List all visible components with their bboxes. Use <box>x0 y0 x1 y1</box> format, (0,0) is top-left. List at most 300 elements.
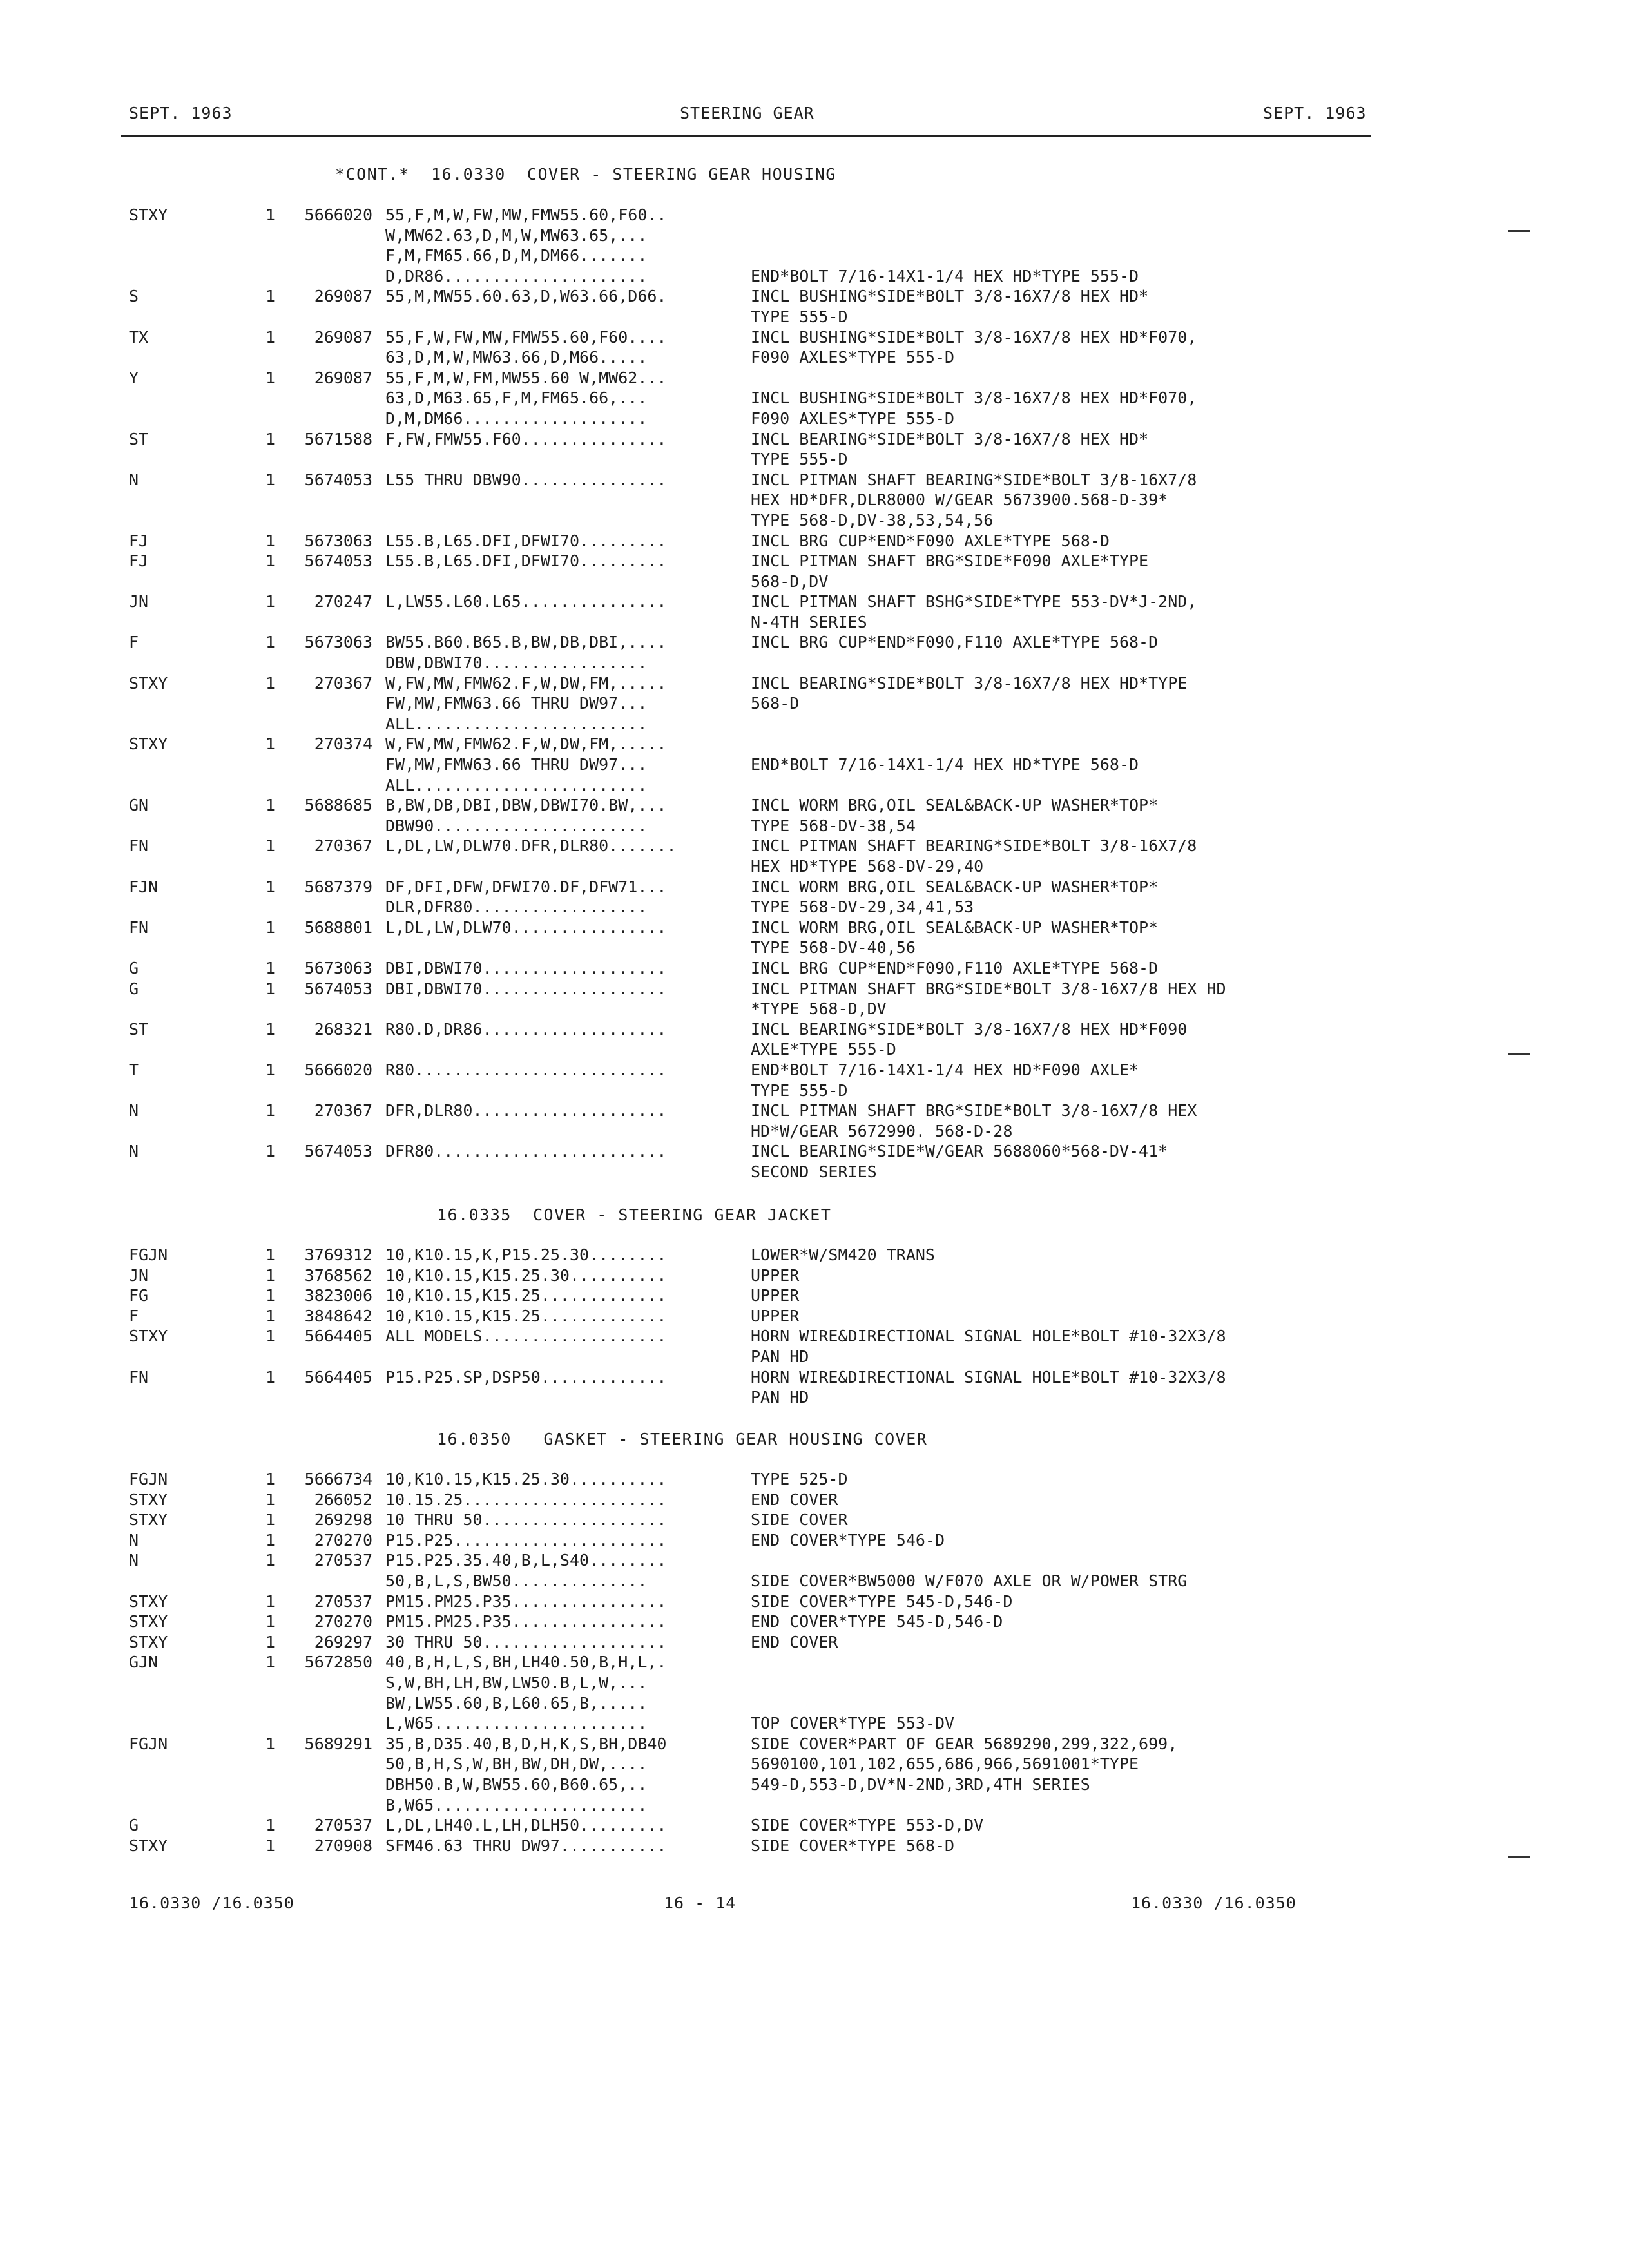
parts-row <box>0 999 1629 1019</box>
model-application: FW,MW,FMW63.66 THRU DW97... <box>385 694 648 713</box>
model-code: STXY <box>129 1836 168 1855</box>
model-code: F <box>129 1306 139 1325</box>
quantity: 1 <box>265 1632 276 1651</box>
quantity: 1 <box>265 1286 276 1305</box>
quantity: 1 <box>265 1306 276 1325</box>
parts-row <box>0 1039 1629 1060</box>
part-description: END COVER*TYPE 545-D,546-D <box>751 1612 1003 1631</box>
model-application: S,W,BH,LH,BW,LW50.B,L,W,... <box>385 1673 648 1692</box>
model-application: DBI,DBWI70................... <box>385 958 667 977</box>
quantity: 1 <box>265 470 276 489</box>
parts-row <box>0 1774 1629 1795</box>
model-application: 40,B,H,L,S,BH,LH40.50,B,H,L,. <box>385 1653 667 1672</box>
part-number: 270908 <box>314 1836 372 1855</box>
model-application: B,W65...................... <box>385 1795 648 1814</box>
parts-row <box>0 1100 1629 1121</box>
parts-row <box>0 734 1629 754</box>
quantity: 1 <box>265 836 276 856</box>
model-application: PM15.PM25.P35................ <box>385 1612 667 1631</box>
part-description: *TYPE 568-D,DV <box>751 999 887 1019</box>
parts-row <box>0 266 1629 287</box>
part-description: 568-D <box>751 694 800 713</box>
model-code: FJ <box>129 552 149 571</box>
quantity: 1 <box>265 1142 276 1161</box>
model-code: N <box>129 1101 139 1120</box>
model-application: BW,LW55.60,B,L60.65,B,..... <box>385 1693 648 1713</box>
model-code: G <box>129 979 139 998</box>
parts-row <box>0 1550 1629 1571</box>
parts-row <box>0 897 1629 918</box>
quantity: 1 <box>265 1591 276 1611</box>
model-code: N <box>129 1142 139 1161</box>
model-application: 55,F,W,FW,MW,FMW55.60,F60.... <box>385 327 667 347</box>
model-application: ALL........................ <box>385 775 648 794</box>
quantity: 1 <box>265 1816 276 1835</box>
part-description: INCL PITMAN SHAFT BSHG*SIDE*TYPE 553-DV*J-2ND, <box>751 592 1197 611</box>
parts-row <box>0 388 1629 408</box>
parts-row <box>0 937 1629 958</box>
quantity: 1 <box>265 1060 276 1079</box>
header-date-right: SEPT. 1963 <box>1263 104 1367 122</box>
model-code: JN <box>129 592 149 611</box>
model-application: 55,F,M,W,FW,MW,FMW55.60,F60.. <box>385 206 667 224</box>
footer-left: 16.0330 /16.0350 <box>129 1894 294 1912</box>
parts-row <box>0 572 1629 592</box>
model-application: R80.......................... <box>385 1060 667 1079</box>
section-16-0350 <box>0 1469 1629 1856</box>
part-description: END*BOLT 7/16-14X1-1/4 HEX HD*TYPE 568-D <box>751 755 1139 774</box>
part-number: 5674053 <box>304 1142 372 1161</box>
part-description: INCL PITMAN SHAFT BRG*SIDE*BOLT 3/8-16X7/8 HEX <box>751 1101 1197 1120</box>
part-number: 5672850 <box>304 1653 372 1672</box>
part-number: 269298 <box>314 1510 372 1530</box>
margin-mark <box>1508 1856 1530 1858</box>
parts-row <box>0 632 1629 653</box>
part-description: INCL WORM BRG,OIL SEAL&BACK-UP WASHER*TOP* <box>751 918 1159 937</box>
part-number: 266052 <box>314 1490 372 1509</box>
part-number: 270270 <box>314 1612 372 1631</box>
model-application: W,FW,MW,FMW62.F,W,DW,FM,..... <box>385 673 667 693</box>
part-number: 5689291 <box>304 1734 372 1753</box>
parts-row <box>0 877 1629 898</box>
footer-right: 16.0330 /16.0350 <box>1131 1894 1296 1912</box>
model-code: FN <box>129 918 149 937</box>
section-16-0330 <box>0 205 1629 1182</box>
parts-row <box>0 490 1629 510</box>
model-application: 50,B,L,S,BW50.............. <box>385 1571 648 1590</box>
part-description: SECOND SERIES <box>751 1162 877 1181</box>
model-application: R80.D,DR86................... <box>385 1019 667 1039</box>
parts-row <box>0 205 1629 226</box>
model-application: 50,B,H,S,W,BH,BW,DH,DW,.... <box>385 1754 648 1774</box>
model-application: L55 THRU DBW90............... <box>385 470 667 489</box>
model-code: S <box>129 287 139 306</box>
quantity: 1 <box>265 1265 276 1285</box>
part-description: INCL BEARING*SIDE*BOLT 3/8-16X7/8 HEX HD*TYPE <box>751 673 1188 693</box>
part-description: END COVER*TYPE 546-D <box>751 1530 945 1550</box>
part-description: INCL BRG CUP*END*F090,F110 AXLE*TYPE 568-D <box>751 633 1159 652</box>
parts-row <box>0 775 1629 796</box>
model-application: DFR80........................ <box>385 1142 667 1161</box>
part-description: AXLE*TYPE 555-D <box>751 1040 896 1059</box>
quantity: 1 <box>265 1101 276 1120</box>
model-code: GN <box>129 796 149 815</box>
parts-row <box>0 245 1629 266</box>
part-number: 269087 <box>314 368 372 387</box>
part-description: TYPE 568-D,DV-38,53,54,56 <box>751 510 994 530</box>
quantity: 1 <box>265 1612 276 1631</box>
part-number: 270537 <box>314 1591 372 1611</box>
model-application: 63,D,M63.65,F,M,FM65.66,... <box>385 389 648 408</box>
part-description: SIDE COVER*BW5000 W/F070 AXLE OR W/POWER STRG <box>751 1571 1188 1590</box>
model-application: W,MW62.63,D,M,W,MW63.65,... <box>385 226 648 245</box>
parts-row <box>0 918 1629 938</box>
model-code: FN <box>129 1367 149 1387</box>
parts-row <box>0 693 1629 714</box>
part-description: INCL WORM BRG,OIL SEAL&BACK-UP WASHER*TOP* <box>751 796 1159 815</box>
part-description: TYPE 555-D <box>751 1081 848 1100</box>
model-application: 55,F,M,W,FM,MW55.60 W,MW62... <box>385 368 667 387</box>
model-application: 10,K10.15,K15.25............. <box>385 1286 667 1305</box>
parts-row <box>0 1815 1629 1836</box>
model-application: L,DL,LW,DLW70................ <box>385 918 667 937</box>
model-application: DFR,DLR80.................... <box>385 1101 667 1120</box>
quantity: 1 <box>265 1551 276 1570</box>
part-number: 270367 <box>314 1101 372 1120</box>
model-code: STXY <box>129 673 168 693</box>
parts-row <box>0 1387 1629 1408</box>
model-code: TX <box>129 327 149 347</box>
model-application: DF,DFI,DFW,DFWI70.DF,DFW71... <box>385 877 667 896</box>
part-description: INCL BUSHING*SIDE*BOLT 3/8-16X7/8 HEX HD* <box>751 287 1149 306</box>
model-code: ST <box>129 1019 149 1039</box>
part-number: 5666734 <box>304 1470 372 1488</box>
part-description: HEX HD*TYPE 568-DV-29,40 <box>751 857 984 876</box>
part-description: INCL PITMAN SHAFT BRG*SIDE*BOLT 3/8-16X7/8 HEX HD <box>751 979 1226 998</box>
part-description: END COVER <box>751 1490 838 1509</box>
parts-row <box>0 754 1629 775</box>
parts-row <box>0 1326 1629 1347</box>
margin-mark <box>1508 1053 1530 1055</box>
parts-row <box>0 510 1629 531</box>
parts-row <box>0 1571 1629 1591</box>
parts-row <box>0 1530 1629 1551</box>
part-description: INCL BRG CUP*END*F090,F110 AXLE*TYPE 568-D <box>751 958 1159 977</box>
model-application: 63,D,M,W,MW63.66,D,M66..... <box>385 348 648 367</box>
model-application: 10,K10.15,K,P15.25.30........ <box>385 1245 667 1264</box>
part-description: PAN HD <box>751 1388 809 1407</box>
part-description: 568-D,DV <box>751 572 829 591</box>
part-description: LOWER*W/SM420 TRANS <box>751 1245 935 1264</box>
model-code: N <box>129 1551 139 1570</box>
part-description: PAN HD <box>751 1347 809 1366</box>
header-title: STEERING GEAR <box>680 104 815 122</box>
part-description: 549-D,553-D,DV*N-2ND,3RD,4TH SERIES <box>751 1774 1090 1794</box>
part-description: SIDE COVER <box>751 1510 848 1530</box>
model-code: STXY <box>129 1327 168 1346</box>
parts-row <box>0 1795 1629 1816</box>
model-application: P15.P25.SP,DSP50............. <box>385 1367 667 1387</box>
part-number: 268321 <box>314 1019 372 1039</box>
parts-row <box>0 1265 1629 1286</box>
model-application: P15.P25...................... <box>385 1530 667 1550</box>
part-description: SIDE COVER*TYPE 568-D <box>751 1836 955 1855</box>
part-number: 5687379 <box>304 877 372 896</box>
part-description: UPPER <box>751 1306 800 1325</box>
part-number: 3823006 <box>304 1286 372 1305</box>
quantity: 1 <box>265 1530 276 1550</box>
part-number: 5666020 <box>304 1060 372 1079</box>
model-application: 10,K10.15,K15.25.30.......... <box>385 1470 667 1488</box>
part-number: 269297 <box>314 1632 372 1651</box>
model-code: G <box>129 1816 139 1835</box>
model-application: DBW90...................... <box>385 816 648 835</box>
model-application: DLR,DFR80.................. <box>385 898 648 917</box>
parts-row <box>0 1754 1629 1774</box>
model-code: FGJN <box>129 1734 168 1753</box>
model-application: DBW,DBWI70................. <box>385 653 648 673</box>
part-description: HD*W/GEAR 5672990. 568-D-28 <box>751 1121 1013 1140</box>
part-number: 5664405 <box>304 1367 372 1387</box>
model-application: L,LW55.L60.L65............... <box>385 592 667 611</box>
parts-row <box>0 591 1629 612</box>
parts-row <box>0 347 1629 368</box>
part-number: 270367 <box>314 836 372 856</box>
model-application: L,DL,LW,DLW70.DFR,DLR80....... <box>385 836 677 856</box>
quantity: 1 <box>265 327 276 347</box>
part-description: TYPE 568-DV-38,54 <box>751 816 916 835</box>
part-description: INCL BUSHING*SIDE*BOLT 3/8-16X7/8 HEX HD*F070, <box>751 389 1197 408</box>
model-code: STXY <box>129 1591 168 1611</box>
model-code: STXY <box>129 206 168 224</box>
parts-row <box>0 1121 1629 1142</box>
parts-row <box>0 1510 1629 1530</box>
part-description: END COVER <box>751 1632 838 1651</box>
quantity: 1 <box>265 1510 276 1530</box>
part-number: 269087 <box>314 327 372 347</box>
part-description: F090 AXLES*TYPE 555-D <box>751 348 955 367</box>
part-number: 270367 <box>314 673 372 693</box>
part-description: UPPER <box>751 1265 800 1285</box>
part-number: 5674053 <box>304 552 372 571</box>
model-code: STXY <box>129 1510 168 1530</box>
parts-row <box>0 327 1629 348</box>
model-application: FW,MW,FMW63.66 THRU DW97... <box>385 755 648 774</box>
quantity: 1 <box>265 1490 276 1509</box>
quantity: 1 <box>265 918 276 937</box>
parts-row <box>0 673 1629 694</box>
section-16-0335 <box>0 1245 1629 1408</box>
parts-row <box>0 470 1629 490</box>
parts-row <box>0 653 1629 673</box>
part-description: TYPE 525-D <box>751 1470 848 1488</box>
part-description: END*BOLT 7/16-14X1-1/4 HEX HD*F090 AXLE* <box>751 1060 1139 1079</box>
quantity: 1 <box>265 633 276 652</box>
quantity: 1 <box>265 958 276 977</box>
quantity: 1 <box>265 1019 276 1039</box>
part-number: 5673063 <box>304 958 372 977</box>
part-description: INCL BUSHING*SIDE*BOLT 3/8-16X7/8 HEX HD*F070, <box>751 327 1197 347</box>
model-application: BW55.B60.B65.B,BW,DB,DBI,.... <box>385 633 667 652</box>
model-application: DBI,DBWI70................... <box>385 979 667 998</box>
section-title-16-0335: 16.0335 COVER - STEERING GEAR JACKET <box>437 1206 832 1224</box>
model-application: L,W65...................... <box>385 1714 648 1733</box>
footer-page-number: 16 - 14 <box>664 1894 737 1912</box>
header-rule <box>121 135 1371 137</box>
parts-row <box>0 958 1629 979</box>
quantity: 1 <box>265 1836 276 1855</box>
parts-row <box>0 1469 1629 1490</box>
model-application: 35,B,D35.40,B,D,H,K,S,BH,DB40 <box>385 1734 667 1753</box>
quantity: 1 <box>265 429 276 448</box>
model-application: 30 THRU 50................... <box>385 1632 667 1651</box>
part-description: TYPE 555-D <box>751 307 848 326</box>
model-code: STXY <box>129 1490 168 1509</box>
part-description: INCL BRG CUP*END*F090 AXLE*TYPE 568-D <box>751 531 1110 550</box>
parts-row <box>0 979 1629 999</box>
model-application: P15.P25.35.40,B,L,S40........ <box>385 1551 667 1570</box>
margin-mark <box>1508 230 1530 232</box>
part-description: 5690100,101,102,655,686,966,5691001*TYPE <box>751 1754 1139 1774</box>
part-description: INCL PITMAN SHAFT BEARING*SIDE*BOLT 3/8-16X7/8 <box>751 470 1197 489</box>
model-code: FGJN <box>129 1470 168 1488</box>
model-code: STXY <box>129 1632 168 1651</box>
quantity: 1 <box>265 673 276 693</box>
parts-row <box>0 1652 1629 1673</box>
part-description: UPPER <box>751 1286 800 1305</box>
section-title-16-0350: 16.0350 GASKET - STEERING GEAR HOUSING COVER <box>437 1430 928 1448</box>
parts-row <box>0 1347 1629 1367</box>
model-code: N <box>129 470 139 489</box>
part-description: END*BOLT 7/16-14X1-1/4 HEX HD*TYPE 555-D <box>751 266 1139 285</box>
model-code: T <box>129 1060 139 1079</box>
parts-row <box>0 836 1629 856</box>
parts-row <box>0 1713 1629 1734</box>
quantity: 1 <box>265 796 276 815</box>
part-number: 5674053 <box>304 470 372 489</box>
part-number: 270374 <box>314 735 372 754</box>
parts-row <box>0 449 1629 470</box>
quantity: 1 <box>265 368 276 387</box>
model-application: F,M,FM65.66,D,M,DM66....... <box>385 246 648 265</box>
part-description: TYPE 568-DV-29,34,41,53 <box>751 898 974 917</box>
model-code: ST <box>129 429 149 448</box>
part-number: 5674053 <box>304 979 372 998</box>
part-description: SIDE COVER*TYPE 545-D,546-D <box>751 1591 1013 1611</box>
model-application: W,FW,MW,FMW62.F,W,DW,FM,..... <box>385 735 667 754</box>
part-number: 5666020 <box>304 206 372 224</box>
model-code: JN <box>129 1265 149 1285</box>
model-application: D,M,DM66................... <box>385 408 648 428</box>
model-application: ALL........................ <box>385 714 648 733</box>
parts-row <box>0 1693 1629 1714</box>
parts-row <box>0 551 1629 572</box>
model-application: 55,M,MW55.60.63,D,W63.66,D66. <box>385 287 667 306</box>
part-description: SIDE COVER*PART OF GEAR 5689290,299,322,699, <box>751 1734 1178 1753</box>
part-number: 3768562 <box>304 1265 372 1285</box>
parts-row <box>0 1019 1629 1040</box>
parts-row <box>0 226 1629 246</box>
model-code: FGJN <box>129 1245 168 1264</box>
parts-row <box>0 286 1629 307</box>
part-number: 270537 <box>314 1816 372 1835</box>
part-number: 270247 <box>314 592 372 611</box>
part-number: 270270 <box>314 1530 372 1550</box>
header-date-left: SEPT. 1963 <box>129 104 233 122</box>
model-application: L55.B,L65.DFI,DFWI70......... <box>385 552 667 571</box>
parts-row <box>0 816 1629 836</box>
part-description: INCL PITMAN SHAFT BRG*SIDE*F090 AXLE*TYPE <box>751 552 1149 571</box>
parts-row <box>0 1245 1629 1265</box>
parts-row <box>0 714 1629 735</box>
quantity: 1 <box>265 552 276 571</box>
parts-row <box>0 1306 1629 1327</box>
part-number: 3848642 <box>304 1306 372 1325</box>
parts-row <box>0 1162 1629 1182</box>
part-number: 5673063 <box>304 531 372 550</box>
parts-row <box>0 307 1629 327</box>
quantity: 1 <box>265 979 276 998</box>
model-application: L55.B,L65.DFI,DFWI70......... <box>385 531 667 550</box>
part-number: 5664405 <box>304 1327 372 1346</box>
part-number: 269087 <box>314 287 372 306</box>
model-application: D,DR86..................... <box>385 266 648 285</box>
part-description: F090 AXLES*TYPE 555-D <box>751 408 955 428</box>
part-number: 5688801 <box>304 918 372 937</box>
quantity: 1 <box>265 531 276 550</box>
model-code: STXY <box>129 735 168 754</box>
part-description: INCL BEARING*SIDE*BOLT 3/8-16X7/8 HEX HD*F090 <box>751 1019 1188 1039</box>
part-description: INCL PITMAN SHAFT BEARING*SIDE*BOLT 3/8-16X7/8 <box>751 836 1197 856</box>
model-application: PM15.PM25.P35................ <box>385 1591 667 1611</box>
model-code: G <box>129 958 139 977</box>
parts-row <box>0 795 1629 816</box>
part-description: INCL BEARING*SIDE*BOLT 3/8-16X7/8 HEX HD* <box>751 429 1149 448</box>
quantity: 1 <box>265 1653 276 1672</box>
model-application: SFM46.63 THRU DW97........... <box>385 1836 667 1855</box>
model-application: L,DL,LH40.L,LH,DLH50......... <box>385 1816 667 1835</box>
part-description: HEX HD*DFR,DLR8000 W/GEAR 5673900.568-D-39* <box>751 490 1168 510</box>
quantity: 1 <box>265 592 276 611</box>
quantity: 1 <box>265 1734 276 1753</box>
model-code: FJN <box>129 877 159 896</box>
parts-row <box>0 408 1629 429</box>
model-application: B,BW,DB,DBI,DBW,DBWI70.BW,... <box>385 796 667 815</box>
parts-row <box>0 1490 1629 1510</box>
quantity: 1 <box>265 1367 276 1387</box>
parts-row <box>0 1141 1629 1162</box>
model-application: 10 THRU 50................... <box>385 1510 667 1530</box>
part-description: N-4TH SERIES <box>751 612 867 631</box>
parts-row <box>0 1081 1629 1101</box>
parts-row <box>0 1285 1629 1306</box>
model-code: FN <box>129 836 149 856</box>
model-code: GJN <box>129 1653 159 1672</box>
quantity: 1 <box>265 1245 276 1264</box>
model-application: ALL MODELS................... <box>385 1327 667 1346</box>
parts-row <box>0 1673 1629 1693</box>
model-application: 10,K10.15,K15.25............. <box>385 1306 667 1325</box>
model-code: FJ <box>129 531 149 550</box>
model-code: F <box>129 633 139 652</box>
parts-row <box>0 429 1629 450</box>
part-description: TYPE 555-D <box>751 450 848 469</box>
parts-row <box>0 856 1629 877</box>
parts-row <box>0 1632 1629 1653</box>
quantity: 1 <box>265 735 276 754</box>
parts-row <box>0 1734 1629 1754</box>
part-number: 3769312 <box>304 1245 372 1264</box>
